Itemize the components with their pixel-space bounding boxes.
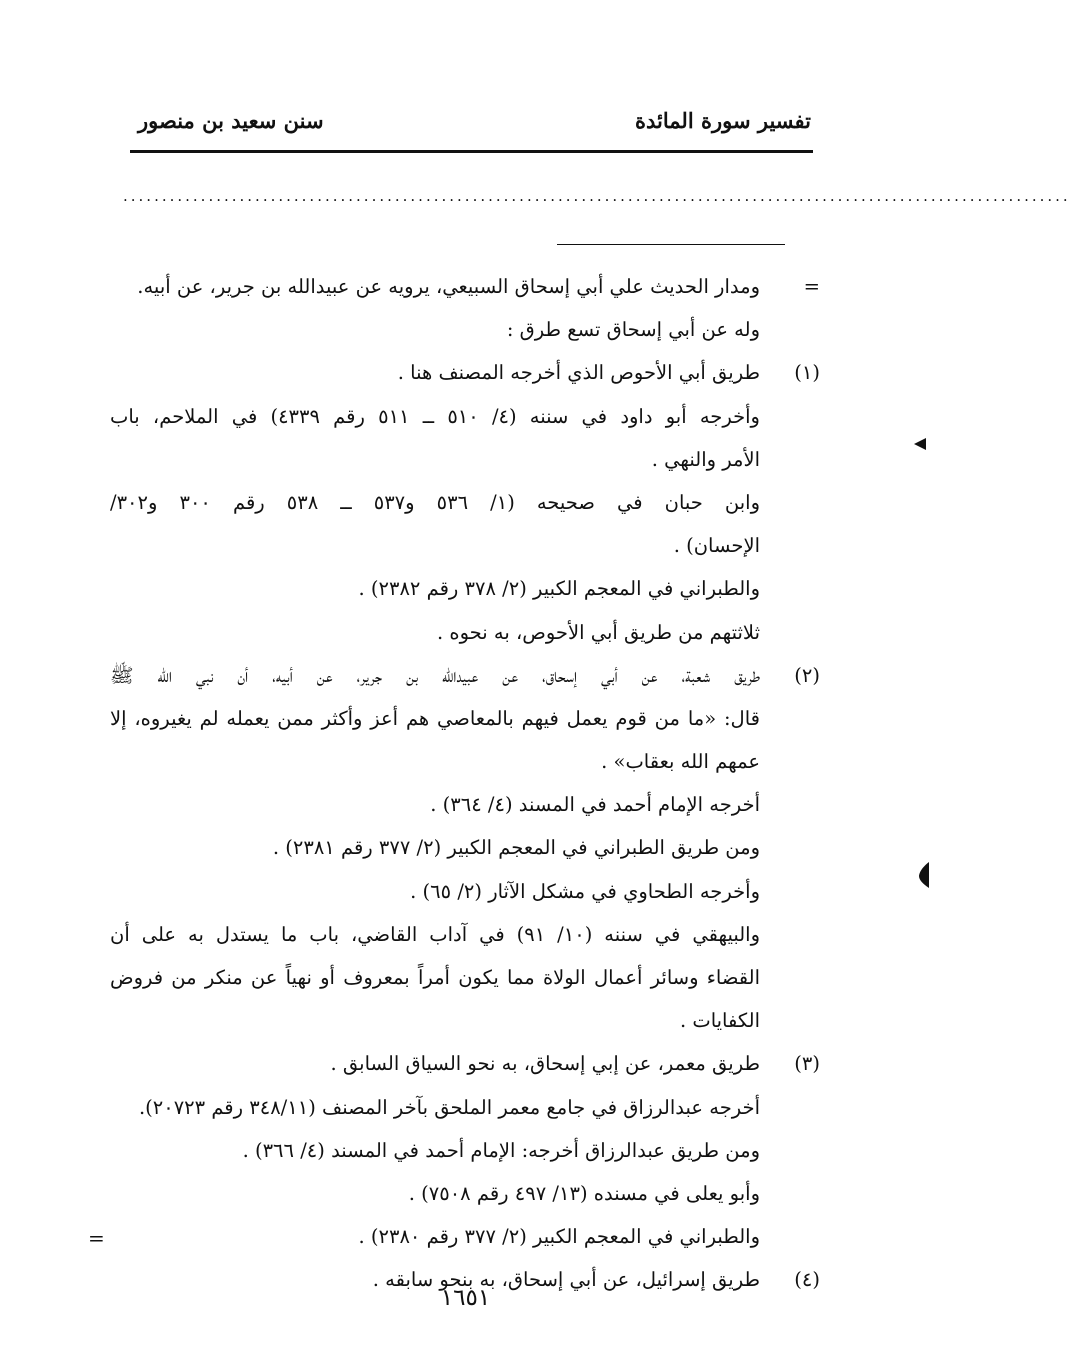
footnote-line: [110, 351, 822, 394]
running-header-book: سنن سعيد بن منصور: [138, 108, 324, 133]
line-text: والطبراني في المعجم الكبير (٢/ ٣٧٧ رقم ٢٣٨٠) .: [358, 1225, 760, 1249]
footnote-line: [110, 956, 822, 999]
line-text: طريق أبي الأحوص الذي أخرجه المصنف هنا .: [397, 361, 760, 385]
scan-edge-mark-icon: [912, 436, 926, 452]
line-marker: (٤): [794, 1268, 820, 1292]
line-text: طريق شعبة، عن أبي إسحاق، عن عبيدالله بن جرير، عن أبيه، أن نبي الله ﷺ: [110, 663, 760, 687]
line-marker: =: [803, 275, 820, 298]
footnote-line: [110, 395, 822, 438]
line-marker: [760, 308, 822, 351]
line-marker: (٣): [794, 1052, 820, 1076]
line-text: وأخرجه أبو داود في سننه (٤/ ٥١٠ ــ ٥١١ رقم ٤٣٣٩) في الملاحم، باب: [110, 404, 760, 428]
footnote-line: [110, 1086, 822, 1129]
line-marker: [760, 870, 822, 913]
footnote-line: [110, 1129, 822, 1172]
line-text: ومن طريق الطبراني في المعجم الكبير (٢/ ٣٧٧ رقم ٢٣٨١) .: [272, 836, 760, 860]
line-text: ومن طريق عبدالرزاق أخرجه: الإمام أحمد في المسند (٤/ ٣٦٦) .: [242, 1138, 760, 1162]
scan-edge-mark-icon: [917, 862, 929, 888]
line-text: وأخرجه الطحاوي في مشكل الآثار (٢/ ٦٥) .: [410, 879, 760, 903]
line-text: الإحسان) .: [673, 534, 760, 558]
line-text: وأبو يعلى في مسنده (١٣/ ٤٩٧ رقم ٧٥٠٨) .: [408, 1181, 760, 1205]
line-marker: [760, 438, 822, 481]
line-text: قال: «ما من قوم يعمل فيهم بالمعاصي هم أعز وأكثر ممن يعمله لم يغيروه، إلا: [110, 706, 760, 730]
line-text: طريق إسرائيل، عن أبي إسحاق، به بنحو سابقه .: [372, 1268, 760, 1292]
line-marker: [760, 1172, 822, 1215]
dotted-separator: ..........................................................................................................................: [123, 187, 1071, 205]
footnote-line: [110, 611, 822, 654]
line-text: طريق معمر، عن إبي إسحاق، به نحو السياق السابق .: [330, 1052, 760, 1076]
footnote-line: [110, 1172, 822, 1215]
line-text: أخرجه عبدالرزاق في جامع معمر الملحق بآخر المصنف (٣٤٨/١١ رقم ٢٠٧٢٣).: [138, 1095, 760, 1119]
footnote-line: [110, 999, 822, 1042]
line-marker: [760, 697, 822, 740]
footnote-line: [110, 697, 822, 740]
line-marker: [760, 524, 822, 567]
line-marker: [760, 999, 822, 1042]
footnote-line: [110, 265, 822, 308]
footnote-line: [110, 826, 822, 869]
footnote-line: [110, 567, 822, 610]
line-marker: [760, 956, 822, 999]
footnote-line: [110, 740, 822, 783]
footnote-line: [110, 654, 822, 697]
line-marker: [760, 913, 822, 956]
line-marker: [760, 1215, 822, 1258]
footnote-rule: [557, 244, 785, 245]
line-marker: (٢): [794, 663, 820, 687]
footnote-line: [110, 308, 822, 351]
footnote-line: [110, 913, 822, 956]
line-text: وابن حبان في صحيحه (١/ ٥٣٦ و٥٣٧ ــ ٥٣٨ رقم ٣٠٠ و٣٠٢/: [110, 490, 760, 514]
line-text: الكفايات .: [679, 1009, 760, 1033]
line-marker: [760, 740, 822, 783]
line-marker: [760, 395, 822, 438]
line-text: والبيهقي في سننه (١٠/ ٩١) في آداب القاضي، باب ما يستدل به على أن: [110, 922, 760, 946]
continuation-mark: =: [88, 1226, 105, 1250]
line-text: والطبراني في المعجم الكبير (٢/ ٣٧٨ رقم ٢٣٨٢) .: [358, 577, 760, 601]
footnote-line: [110, 481, 822, 524]
running-header-chapter: تفسير سورة المائدة: [635, 108, 811, 133]
line-marker: [760, 1129, 822, 1172]
line-marker: [760, 611, 822, 654]
footnote-body: [110, 265, 822, 1302]
line-marker: [760, 481, 822, 524]
line-text: ثلاثتهم من طريق أبي الأحوص، به نحوه .: [436, 620, 760, 644]
line-marker: [760, 567, 822, 610]
page-number: ١٦٥١: [440, 1285, 491, 1311]
footnote-line: [110, 783, 822, 826]
footnote-line: [110, 1042, 822, 1085]
line-text: ومدار الحديث علي أبي إسحاق السبيعي، يرويه عن عبيدالله بن جرير، عن أبيه.: [137, 275, 760, 298]
line-text: وله عن أبي إسحاق تسع طرق :: [506, 318, 760, 342]
line-text: أخرجه الإمام أحمد في المسند (٤/ ٣٦٤) .: [430, 793, 760, 817]
line-marker: [760, 1086, 822, 1129]
footnote-line: [110, 524, 822, 567]
footnote-line: [110, 1215, 822, 1258]
line-text: الأمر والنهي .: [651, 447, 760, 471]
line-text: القضاء وسائر أعمال الولاة مما يكون أمراً بمعروف أو نهياً عن منكر من فروض: [110, 966, 760, 989]
line-marker: [760, 783, 822, 826]
footnote-line: [110, 438, 822, 481]
line-text: عمهم الله بعقاب» .: [601, 750, 760, 774]
line-marker: [760, 826, 822, 869]
footnote-line: [110, 870, 822, 913]
line-marker: (١): [794, 361, 820, 385]
header-rule: [130, 150, 813, 153]
